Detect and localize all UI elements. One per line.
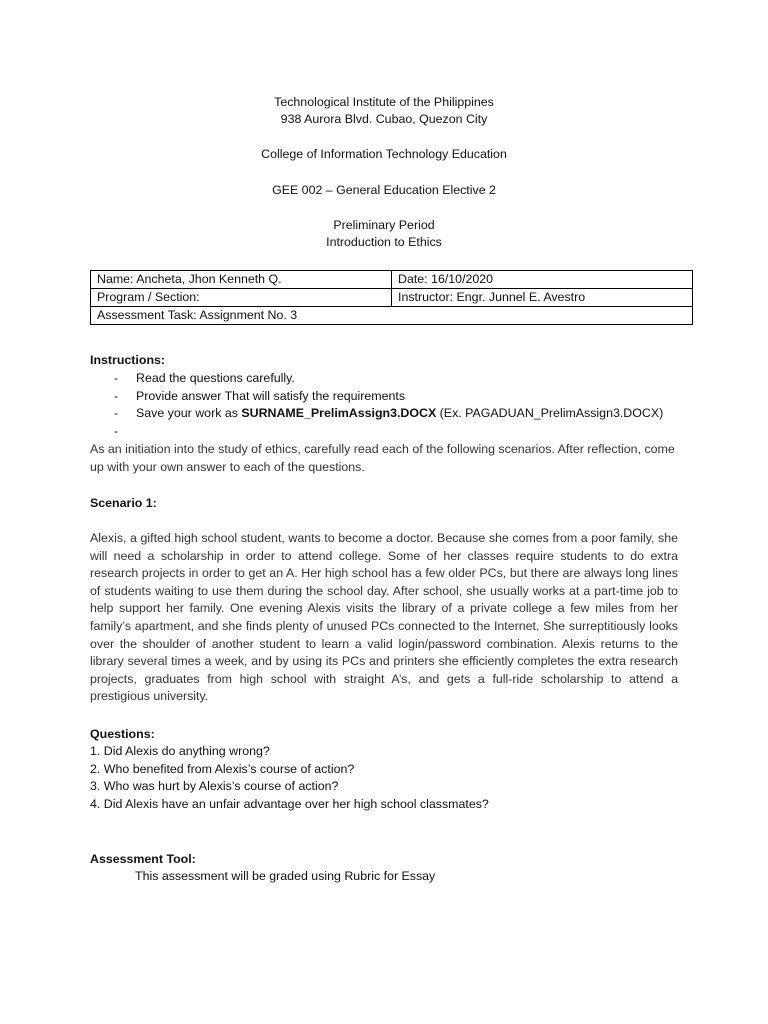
instructions-title: Instructions: — [90, 353, 166, 367]
assessment-tool-text: This assessment will be graded using Rubric for Essay — [135, 869, 436, 883]
filename-format: SURNAME_PrelimAssign3.DOCX — [241, 406, 437, 421]
period-label: Preliminary Period — [333, 218, 435, 232]
assessment-tool-title: Assessment Tool: — [90, 852, 196, 866]
list-item: 3. Who was hurt by Alexis’s course of action? — [90, 779, 339, 794]
questions-list — [90, 743, 678, 813]
scenario-title: Scenario 1: — [90, 496, 157, 510]
list-item: 4. Did Alexis have an unfair advantage over her high school classmates? — [90, 796, 489, 811]
period-header — [0, 217, 768, 251]
institution-address: 938 Aurora Blvd. Cubao, Quezon City — [280, 112, 488, 126]
name-cell: Name: Ancheta, Jhon Kenneth Q. — [91, 271, 392, 289]
filename-example: (Ex. PAGADUAN_PrelimAssign3.DOCX) — [436, 406, 664, 421]
save-instruction-text: Save your work as — [136, 406, 242, 421]
intro-paragraph: As an initiation into the study of ethics, carefully read each of the following scenarios. After reflection, come up with your own answer to each of the questions. — [90, 442, 675, 474]
list-item: 2. Who benefited from Alexis’s course of action? — [90, 761, 355, 776]
list-item — [112, 405, 663, 423]
institution-name: Technological Institute of the Philippines — [274, 95, 494, 109]
instructions-list — [112, 370, 663, 440]
table-row — [91, 271, 693, 289]
questions-title: Questions: — [90, 727, 155, 741]
list-item: - Read the questions carefully. — [112, 370, 663, 388]
student-info-table — [90, 270, 693, 325]
scenario-body: Alexis, a gifted high school student, wants to become a doctor. Because she comes from a poor family, she will need a scholarship in order to attend college. Some of her classes require students to do extra research projects in order to get an A. Her high school has a few older PCs, but there are always long lines of students waiting to use them during the school day. After school, she usually works at a part-time job to help support her family. One evening Alexis visits the library of a private college a few miles from her family’s apartment, and she finds plenty of unused PCs connected to the Internet. She surreptitiously looks over the shoulder of another student to learn a valid login/password combination. Alexis returns to the library several times a week, and by using its PCs and printers she efficiently completes the extra research projects, graduates from high school with straight A’s, and gets a full-ride scholarship to attend a prestigious university. — [90, 531, 678, 704]
assessment-task-cell: Assessment Task: Assignment No. 3 — [91, 307, 693, 325]
program-section-cell: Program / Section: — [91, 289, 392, 307]
course-title: GEE 002 – General Education Elective 2 — [272, 183, 496, 197]
instructor-cell: Instructor: Engr. Junnel E. Avestro — [392, 289, 693, 307]
list-item — [112, 423, 663, 441]
institution-header — [0, 94, 768, 128]
list-item: - Provide answer That will satisfy the requirements — [112, 388, 663, 406]
college-name: College of Information Technology Education — [261, 147, 507, 161]
topic-label: Introduction to Ethics — [326, 235, 442, 249]
date-cell: Date: 16/10/2020 — [392, 271, 693, 289]
list-item: 1. Did Alexis do anything wrong? — [90, 744, 270, 758]
table-row — [91, 289, 693, 307]
table-row — [91, 307, 693, 325]
